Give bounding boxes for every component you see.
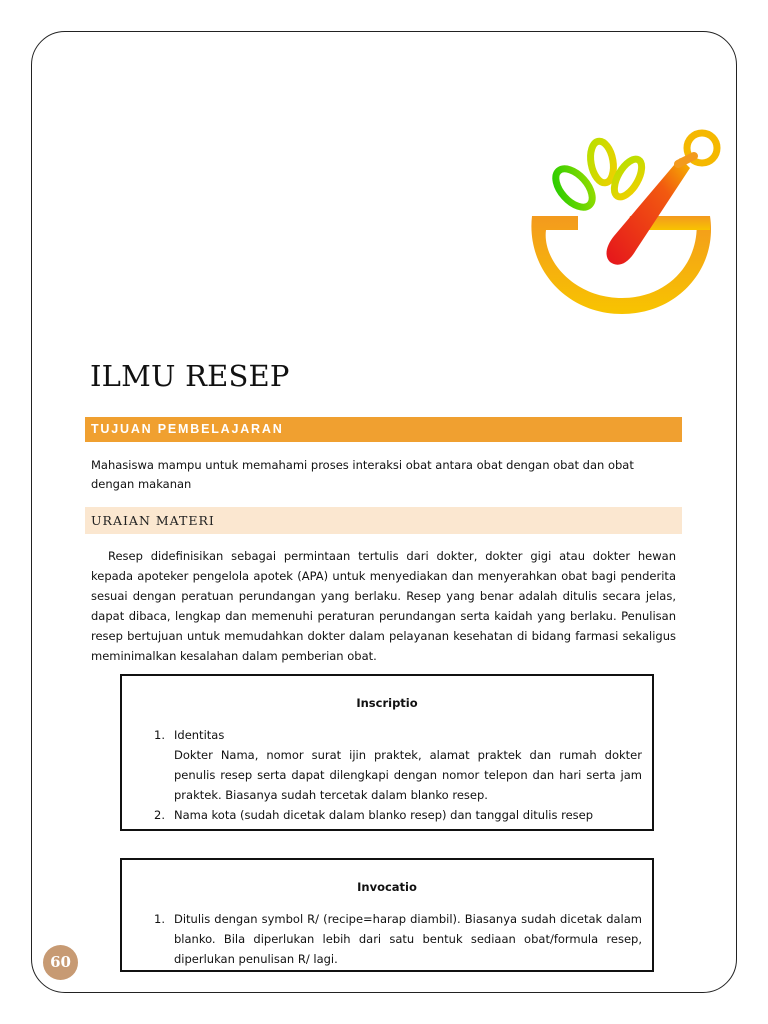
material-paragraph: Resep didefinisikan sebagai permintaan tertulis dari dokter, dokter gigi atau dokter hewan kepada apoteker pengelola apotek (APA) untuk menyediakan dan menyerahkan obat bagi penderita sesuai dengan peratuan perundangan yang berlaku. Resep yang benar adalah ditulis secara jelas, dapat dibaca, lengkap dan memenuhi peraturan perundangan serta kaidah yang berlaku. Penulisan resep bertujuan untuk memudahkan dokter dalam pelayanan kesehatan di bidang farmasi sekaligus meminimalkan kesalahan dalam pemberian obat. bbox=[91, 549, 676, 663]
list-number: 1. bbox=[154, 728, 165, 742]
list-item bbox=[122, 909, 652, 969]
list-item bbox=[122, 725, 652, 805]
material-heading: URAIAN MATERI bbox=[91, 513, 215, 528]
list-item-title: Identitas bbox=[174, 728, 225, 742]
inscriptio-box bbox=[120, 674, 654, 831]
list-item-text: Dokter Nama, nomor surat ijin praktek, alamat praktek dan rumah dokter penulis resep serta dapat dilengkapi dengan nomor telepon dan hari serta jam praktek. Biasanya sudah tercetak dalam blanko resep. bbox=[174, 748, 642, 802]
inscriptio-heading: Inscriptio bbox=[356, 696, 418, 710]
invocatio-list bbox=[122, 909, 652, 969]
material-heading-bar bbox=[85, 507, 682, 534]
invocatio-heading: Invocatio bbox=[357, 880, 417, 894]
list-item bbox=[122, 805, 652, 825]
list-number: 2. bbox=[154, 808, 165, 822]
inscriptio-list bbox=[122, 725, 652, 825]
invocatio-box bbox=[120, 858, 654, 972]
mortar-pestle-leaves-icon bbox=[518, 118, 722, 332]
objective-text: Mahasiswa mampu untuk memahami proses interaksi obat antara obat dengan obat dan obat dengan makanan bbox=[91, 458, 634, 491]
page-number-badge: 60 bbox=[43, 945, 78, 980]
page-title: ILMU RESEP bbox=[90, 359, 290, 393]
list-item-text: Ditulis dengan symbol R/ (recipe=harap diambil). Biasanya sudah dicetak dalam blanko. Bila diperlukan lebih dari satu bentuk sediaan obat/formula resep, diperlukan penulisan R/ lagi. bbox=[174, 912, 642, 966]
list-number: 1. bbox=[154, 912, 165, 926]
objective-heading-bar bbox=[85, 417, 682, 442]
objective-heading: TUJUAN PEMBELAJARAN bbox=[91, 422, 284, 436]
list-item-text: Nama kota (sudah dicetak dalam blanko resep) dan tanggal ditulis resep bbox=[174, 808, 594, 822]
